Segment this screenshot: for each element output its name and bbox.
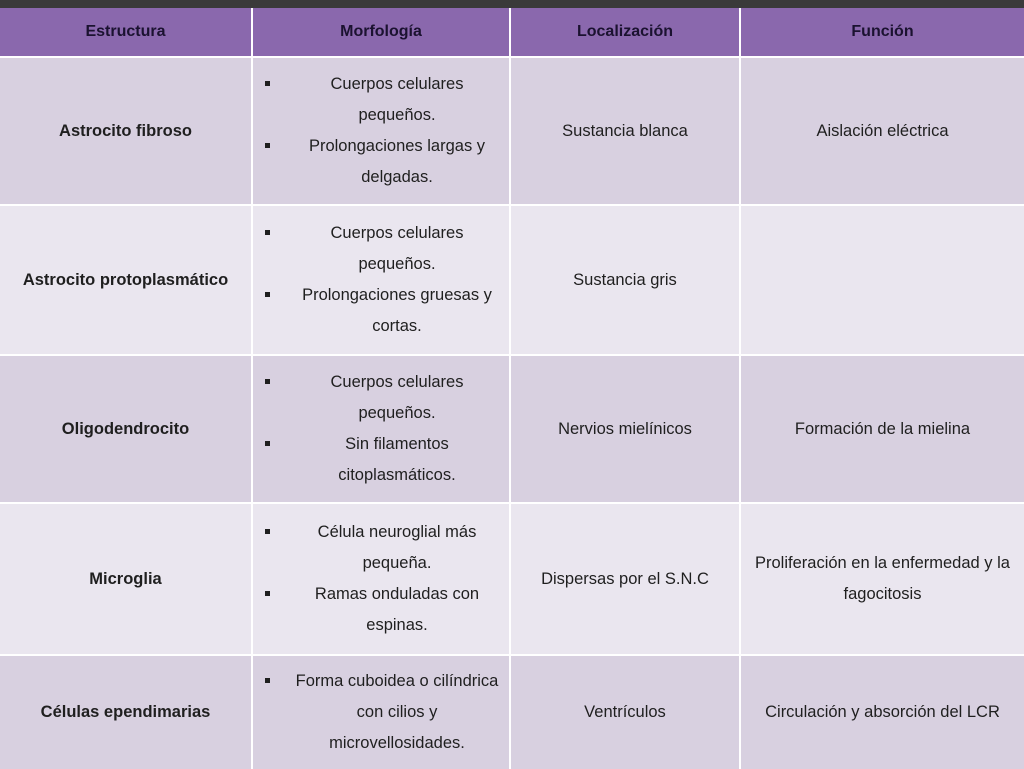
cell-morfologia [252,57,510,205]
cell-morfologia [252,205,510,355]
cell-funcion: Aislación eléctrica [740,57,1024,205]
morfologia-item: Ramas onduladas con espinas. [259,579,503,641]
cell-localizacion: Ventrículos [510,655,740,769]
cell-morfologia [252,503,510,655]
morfologia-item: Cuerpos celulares pequeños. [259,367,503,429]
cell-funcion [740,205,1024,355]
morfologia-item: Prolongaciones gruesas y cortas. [259,280,503,342]
morfologia-list [259,367,503,491]
cell-estructura: Astrocito fibroso [0,57,252,205]
cell-funcion: Circulación y absorción del LCR [740,655,1024,769]
morfologia-item: Sin filamentos citoplasmáticos. [259,429,503,491]
cell-estructura: Células ependimarias [0,655,252,769]
table-row [0,57,1024,205]
morfologia-item: Cuerpos celulares pequeños. [259,218,503,280]
top-border-bar [0,0,1024,8]
cell-localizacion: Nervios mielínicos [510,355,740,503]
morfologia-item: Célula neuroglial más pequeña. [259,517,503,579]
header-estructura: Estructura [0,8,252,57]
cell-funcion: Formación de la mielina [740,355,1024,503]
morfologia-item: Cuerpos celulares pequeños. [259,69,503,131]
neuroglia-table [0,8,1024,769]
cell-localizacion: Dispersas por el S.N.C [510,503,740,655]
table-row [0,503,1024,655]
morfologia-list [259,666,503,759]
header-row [0,8,1024,57]
morfologia-list [259,218,503,342]
morfologia-item: Prolongaciones largas y delgadas. [259,131,503,193]
header-funcion: Función [740,8,1024,57]
cell-estructura: Astrocito protoplasmático [0,205,252,355]
table-row [0,205,1024,355]
morfologia-list [259,69,503,193]
cell-morfologia [252,355,510,503]
header-morfologia: Morfología [252,8,510,57]
morfologia-list [259,517,503,641]
header-localizacion: Localización [510,8,740,57]
cell-localizacion: Sustancia gris [510,205,740,355]
cell-funcion: Proliferación en la enfermedad y la fagocitosis [740,503,1024,655]
cell-estructura: Oligodendrocito [0,355,252,503]
morfologia-item: Forma cuboidea o cilíndrica con cilios y microvellosidades. [259,666,503,759]
cell-localizacion: Sustancia blanca [510,57,740,205]
cell-estructura: Microglia [0,503,252,655]
table-row [0,655,1024,769]
table-row [0,355,1024,503]
cell-morfologia [252,655,510,769]
